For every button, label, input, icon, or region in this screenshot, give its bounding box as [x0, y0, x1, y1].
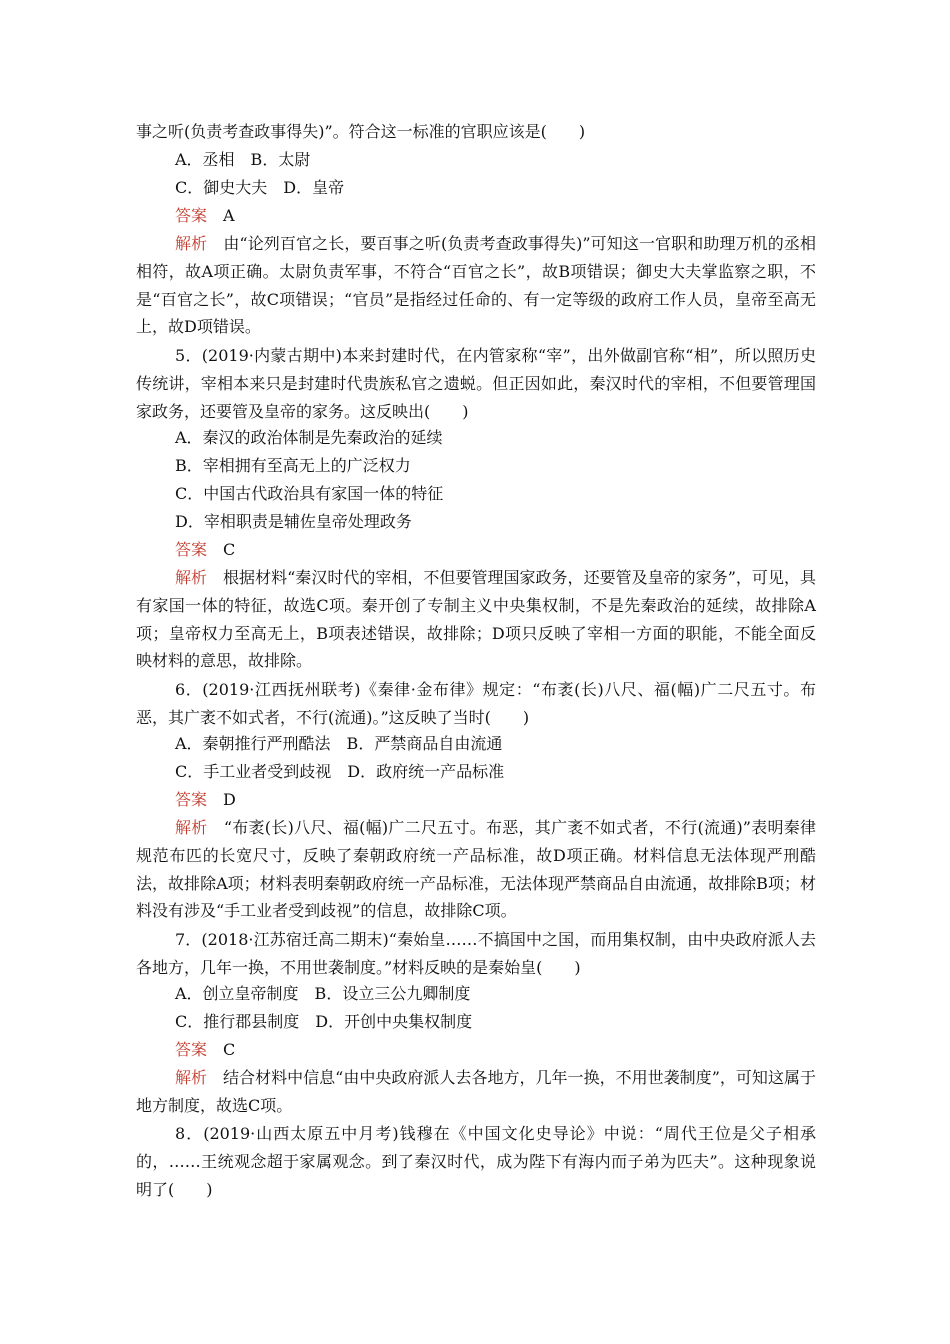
answer-value: C [207, 540, 236, 559]
q4-options-row1: A．丞相 B．太尉 [175, 150, 311, 169]
q7-stem: 7．(2018·江苏宿迁高二期末)“秦始皇……不搞国中之国，而用集权制，由中央政府派人去各地方，几年一换，不用世袭制度。”材料反映的是秦始皇( ) [136, 930, 816, 977]
q4-stem-tail: 事之听(负责考查政事得失)”。符合这一标准的官职应该是( ) [136, 122, 586, 141]
q5-answer [175, 540, 235, 560]
answer-label: 答案 [175, 540, 208, 559]
q6-stem: 6．(2019·江西抚州联考)《秦律·金布律》规定：“布袤(长)八尺、福(幅)广二尺五寸。布恶，其广袤不如式者，不行(流通)。”这反映了当时( ) [136, 680, 816, 727]
q7-options-row2: C．推行郡县制度 D．开创中央集权制度 [175, 1012, 473, 1031]
q6-answer [175, 790, 236, 810]
answer-value: D [207, 790, 236, 809]
analysis-label: 解析 [175, 234, 208, 253]
answer-value: A [207, 206, 235, 225]
q5-stem: 5．(2019·内蒙古期中)本来封建时代，在内管家称“宰”，出外做副官称“相”，所以照历史传统讲，宰相本来只是封建时代贵族私官之遗蜕。但正因如此，秦汉时代的宰相，不但要管理国家政务，还要管及皇帝的家务。这反映出( ) [136, 346, 816, 421]
q7-options-row1: A．创立皇帝制度 B．设立三公九卿制度 [175, 984, 471, 1003]
q5-option-b: B．宰相拥有至高无上的广泛权力 [175, 456, 411, 475]
q6-analysis [136, 814, 816, 925]
q7-analysis [136, 1064, 816, 1120]
q4-analysis [136, 230, 816, 341]
q6-options-row2: C．手工业者受到歧视 D．政府统一产品标准 [175, 762, 505, 781]
answer-label: 答案 [175, 790, 208, 809]
answer-label: 答案 [175, 1040, 208, 1059]
q4-options-row2: C．御史大夫 D．皇帝 [175, 178, 345, 197]
analysis-text: 根据材料“秦汉时代的宰相，不但要管理国家政务，还要管及皇帝的家务”，可见，具有家国一体的特征，故选C项。秦开创了专制主义中央集权制，不是先秦政治的延续，故排除A项；皇帝权力至高无上，B项表述错误，故排除；D项只反映了宰相一方面的职能，不能全面反映材料的意思，故排除。 [136, 568, 816, 671]
q5-option-c: C．中国古代政治具有家国一体的特征 [175, 484, 444, 503]
answer-label: 答案 [175, 206, 208, 225]
analysis-text: 由“论列百官之长，要百事之听(负责考查政事得失)”可知这一官职和助理万机的丞相相符，故A项正确。太尉负责军事，不符合“百官之长”，故B项错误；御史大夫掌监察之职，不是“百官之长”，故C项错误；“官员”是指经过任命的、有一定等级的政府工作人员，皇帝至高无上，故D项错误。 [136, 234, 816, 337]
analysis-text: 结合材料中信息“由中央政府派人去各地方，几年一换，不用世袭制度”，可知这属于地方制度，故选C项。 [136, 1068, 816, 1115]
analysis-text: “布袤(长)八尺、福(幅)广二尺五寸。布恶，其广袤不如式者，不行(流通)”表明秦律规范布匹的长宽尺寸，反映了秦朝政府统一产品标准，故D项正确。材料信息无法体现严刑酷法，故排除A项；材料表明秦朝政府统一产品标准，无法体现严禁商品自由流通，故排除B项；材料没有涉及“手工业者受到歧视”的信息，故排除C项。 [136, 818, 816, 921]
analysis-label: 解析 [175, 568, 208, 587]
q8-stem: 8．(2019·山西太原五中月考)钱穆在《中国文化史导论》中说：“周代王位是父子相承的，……王统观念超于家属观念。到了秦汉时代，成为陛下有海内而子弟为匹夫”。这种现象说明了( ) [136, 1124, 816, 1199]
q5-analysis [136, 564, 816, 675]
q6-options-row1: A．秦朝推行严刑酷法 B．严禁商品自由流通 [175, 734, 503, 753]
q7-answer [175, 1040, 235, 1060]
answer-value: C [207, 1040, 236, 1059]
q5-option-d: D．宰相职责是辅佐皇帝处理政务 [175, 512, 412, 531]
q5-option-a: A．秦汉的政治体制是先秦政治的延续 [175, 428, 443, 447]
q4-answer [175, 206, 235, 226]
analysis-label: 解析 [175, 1068, 208, 1087]
analysis-label: 解析 [175, 818, 208, 837]
